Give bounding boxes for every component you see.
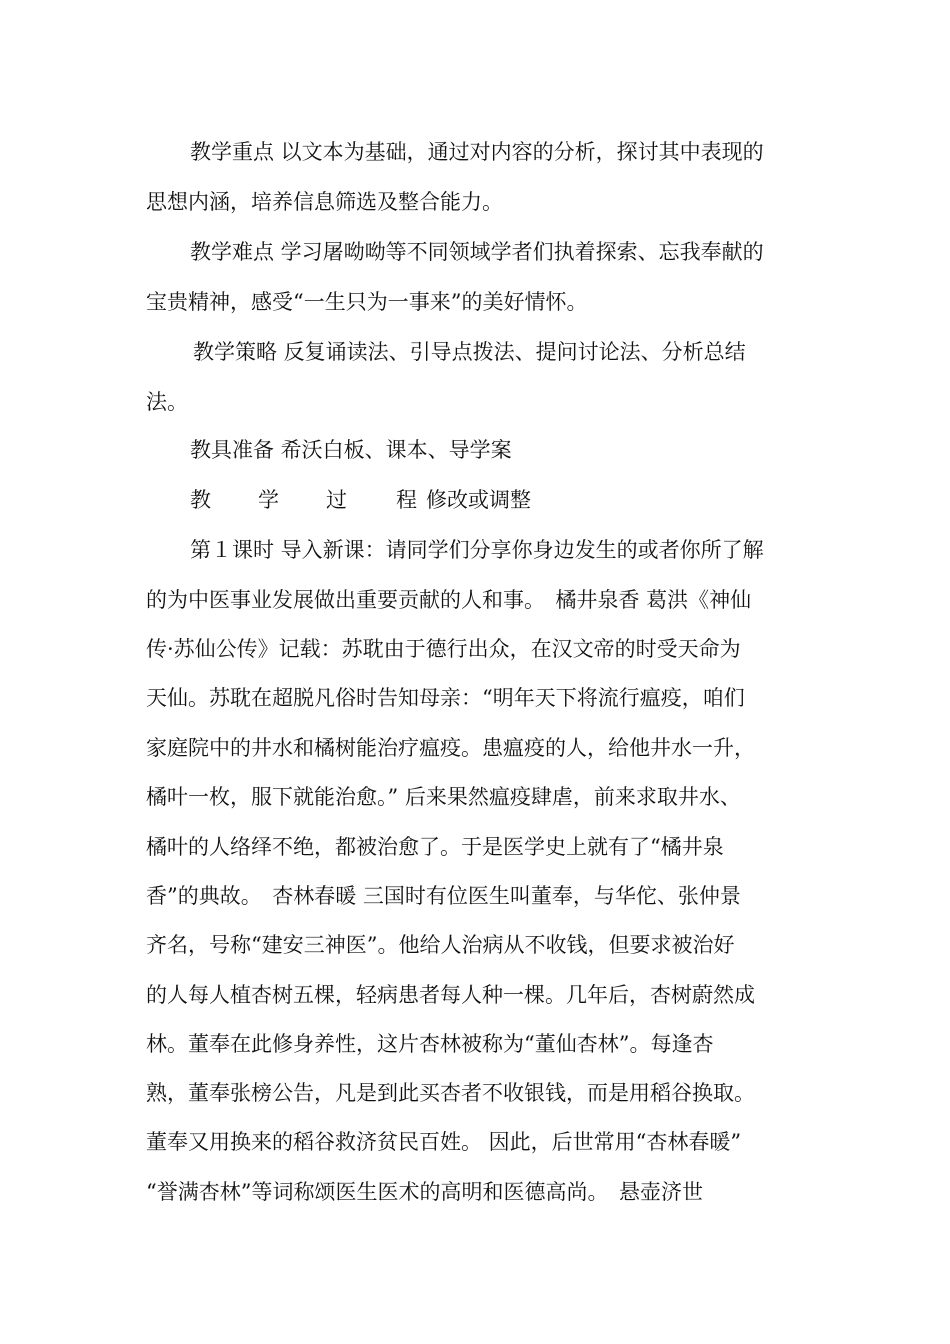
- process-char-4: 程: [396, 488, 417, 512]
- lesson-line-8: 香”的典故。 杏林春暖 三国时有位医生叫董奉，与华佗、张仲景: [146, 884, 741, 908]
- lesson-line-2: 的为中医事业发展做出重要贡献的人和事。 橘井泉香 葛洪《神仙: [146, 588, 752, 612]
- difficulties-line-2: 宝贵精神，感受“一生只为一事来”的美好情怀。: [146, 290, 588, 314]
- lesson-line-14: “誉满杏林”等词称颂医生医术的高明和医德高尚。 悬壶济世: [146, 1180, 703, 1204]
- lesson-line-1: 第１课时 导入新课：请同学们分享你身边发生的或者你所了解: [190, 538, 764, 562]
- key-points-line-1: 教学重点 以文本为基础，通过对内容的分析，探讨其中表现的: [190, 140, 764, 164]
- difficulties-line-1: 教学难点 学习屠呦呦等不同领域学者们执着探索、忘我奉献的: [190, 240, 764, 264]
- lesson-line-6: 橘叶一枚，服下就能治愈。” 后来果然瘟疫肆虐，前来求取井水、: [146, 785, 741, 809]
- lesson-line-7: 橘叶的人络绎不绝，都被治愈了。于是医学史上就有了“橘井泉: [146, 835, 724, 859]
- process-tail: 修改或调整: [426, 488, 531, 512]
- process-char-3: 过: [326, 488, 347, 512]
- lesson-line-13: 董奉又用换来的稻谷救济贫民百姓。 因此，后世常用“杏林春暖”: [146, 1130, 742, 1154]
- lesson-line-11: 林。董奉在此修身养性，这片杏林被称为“董仙杏林”。每逢杏: [146, 1032, 714, 1056]
- lesson-line-9: 齐名，号称“建安三神医”。他给人治病从不收钱，但要求被治好: [146, 933, 735, 957]
- key-points-line-2: 思想内涵，培养信息筛选及整合能力。: [146, 190, 503, 214]
- process-char-1: 教: [190, 488, 211, 512]
- lesson-line-5: 家庭院中的井水和橘树能治疗瘟疫。患瘟疫的人，给他井水一升，: [146, 736, 755, 760]
- lesson-line-12: 熟，董奉张榜公告，凡是到此买杏者不收银钱，而是用稻谷换取。: [146, 1081, 755, 1105]
- process-char-2: 学: [258, 488, 279, 512]
- lesson-line-3: 传·苏仙公传》记载：苏耽由于德行出众，在汉文帝的时受天命为: [146, 637, 741, 661]
- lesson-line-4: 天仙。苏耽在超脱凡俗时告知母亲：“明年天下将流行瘟疫，咱们: [146, 686, 745, 710]
- materials-line: 教具准备 希沃白板、课本、导学案: [190, 438, 512, 462]
- lesson-line-10: 的人每人植杏树五棵，轻病患者每人种一棵。几年后，杏树蔚然成: [146, 983, 755, 1007]
- strategy-line-1: 教学策略 反复诵读法、引导点拨法、提问讨论法、分析总结: [193, 340, 746, 364]
- strategy-line-2: 法。: [146, 390, 188, 414]
